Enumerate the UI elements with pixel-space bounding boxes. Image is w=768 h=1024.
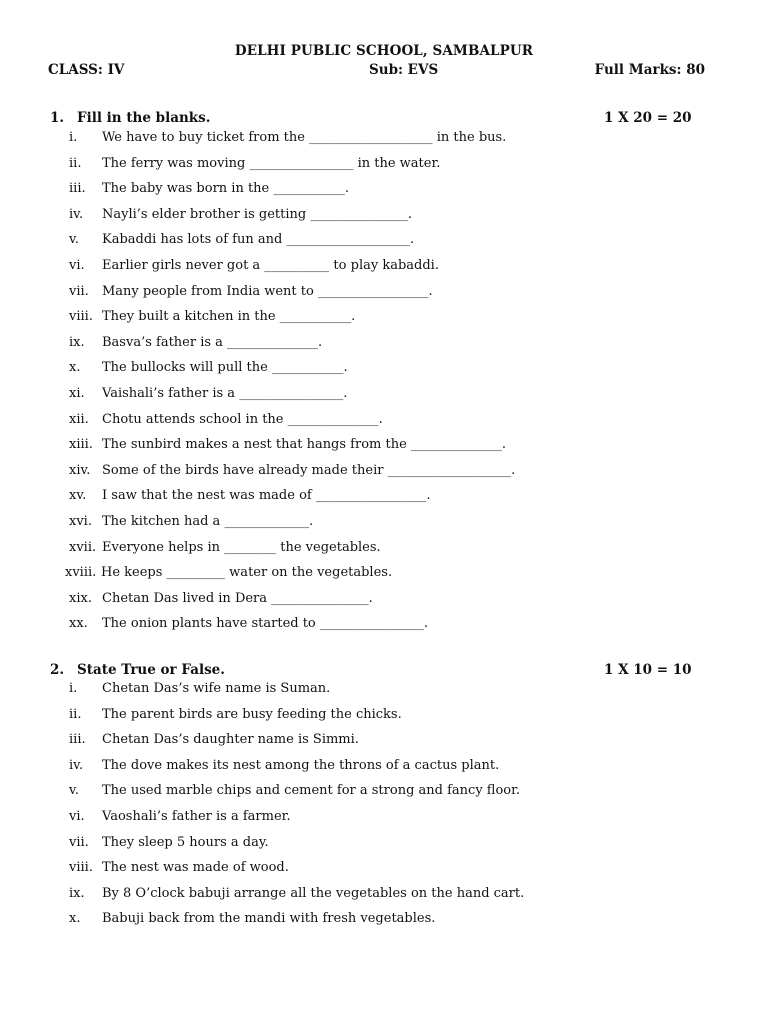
question-item	[0, 730, 700, 750]
item-number: xiv.	[69, 462, 91, 478]
item-number: xviii.	[65, 565, 97, 581]
subject-label: Sub: EVS	[369, 62, 439, 78]
exam-meta-row	[48, 62, 708, 80]
item-number: iv.	[69, 206, 84, 222]
question-marks: 1 X 10 = 10	[604, 662, 692, 678]
item-number: xvi.	[69, 514, 92, 529]
item-number: xvii.	[69, 539, 97, 555]
item-text: Babuji back from the mandi with fresh vegetables.	[102, 911, 436, 927]
item-text: Chetan Das lived in Dera _______________.	[102, 590, 373, 606]
item-text: The baby was born in the ___________.	[102, 181, 350, 197]
item-text: The onion plants have started to ________________.	[102, 616, 429, 632]
item-text: Many people from India went to _________________.	[102, 283, 433, 299]
item-text: Vaishali’s father is a ________________.	[102, 386, 348, 401]
class-label: CLASS: IV	[48, 62, 125, 78]
question-item	[0, 333, 700, 353]
item-text: Chetan Das’s daughter name is Simmi.	[102, 732, 359, 748]
question-item	[0, 512, 700, 532]
question-item	[0, 781, 700, 801]
item-text: The kitchen had a _____________.	[102, 514, 314, 529]
item-number: vii.	[69, 834, 89, 850]
item-number: xx.	[69, 616, 88, 632]
question-item	[0, 256, 700, 276]
question-item	[0, 538, 700, 558]
item-number: viii.	[69, 860, 93, 876]
question-title: Fill in the blanks.	[77, 110, 211, 126]
item-number: xv.	[69, 488, 87, 504]
question-marks: 1 X 20 = 20	[604, 110, 692, 126]
item-text: The parent birds are busy feeding the chicks.	[102, 706, 402, 722]
question-item	[0, 410, 700, 430]
item-text: Some of the birds have already made their ___________________.	[102, 462, 516, 478]
item-number: ix.	[69, 334, 85, 350]
item-text: They built a kitchen in the ___________.	[102, 309, 356, 325]
question-item	[0, 858, 700, 878]
item-number: iv.	[69, 757, 84, 773]
item-text: The ferry was moving ________________ in the water.	[102, 155, 441, 171]
item-text: Chetan Das’s wife name is Suman.	[102, 681, 331, 696]
question-item	[0, 384, 700, 404]
item-text: The dove makes its nest among the throns of a cactus plant.	[102, 757, 500, 773]
item-text: Everyone helps in ________ the vegetables.	[102, 539, 381, 555]
question-item	[0, 179, 700, 199]
question-item	[0, 282, 700, 302]
item-text: Nayli’s elder brother is getting _______________.	[102, 206, 412, 222]
item-number: xii.	[69, 411, 89, 427]
question-item	[0, 358, 700, 378]
item-text: The nest was made of wood.	[102, 860, 289, 876]
item-text: I saw that the nest was made of _________________.	[102, 488, 431, 504]
question-item	[0, 807, 700, 827]
item-text: The used marble chips and cement for a strong and fancy floor.	[102, 783, 521, 799]
question-item	[0, 461, 700, 481]
item-text: Kabaddi has lots of fun and ___________________.	[102, 232, 415, 248]
item-number: ix.	[69, 885, 85, 901]
question-item	[0, 679, 700, 699]
question-number: 2.	[50, 662, 65, 678]
question-1-heading	[50, 110, 690, 128]
item-number: x.	[69, 911, 81, 927]
item-number: v.	[69, 232, 79, 248]
item-text: By 8 O’clock babuji arrange all the vegetables on the hand cart.	[102, 885, 525, 901]
item-text: We have to buy ticket from the ___________________ in the bus.	[102, 130, 507, 145]
item-number: vi.	[69, 809, 85, 824]
question-item	[0, 909, 700, 929]
item-text: He keeps _________ water on the vegetables.	[101, 565, 393, 581]
question-item	[0, 154, 700, 174]
item-text: They sleep 5 hours a day.	[102, 834, 269, 850]
full-marks-label: Full Marks: 80	[594, 62, 705, 78]
question-item	[0, 833, 700, 853]
item-text: Chotu attends school in the ______________.	[102, 411, 383, 427]
question-item	[0, 563, 700, 583]
question-item	[0, 205, 700, 225]
school-name: DELHI PUBLIC SCHOOL, SAMBALPUR	[234, 43, 534, 59]
item-text: Earlier girls never got a __________ to play kabaddi.	[102, 258, 439, 273]
question-number: 1.	[50, 110, 65, 126]
item-number: xi.	[69, 386, 85, 401]
item-number: v.	[69, 783, 79, 799]
question-item	[0, 884, 700, 904]
question-item	[0, 435, 700, 455]
item-number: iii.	[69, 732, 86, 748]
item-text: Vaoshali’s father is a farmer.	[102, 809, 291, 824]
item-number: i.	[69, 130, 78, 145]
item-text: Basva’s father is a ______________.	[102, 334, 323, 350]
item-number: xiii.	[69, 437, 93, 453]
question-title: State True or False.	[77, 662, 225, 678]
question-item	[0, 128, 700, 148]
item-number: i.	[69, 681, 78, 696]
item-number: vi.	[69, 258, 85, 273]
item-number: xix.	[69, 590, 92, 606]
item-text: The bullocks will pull the ___________.	[102, 360, 348, 376]
question-item	[0, 756, 700, 776]
item-number: ii.	[69, 706, 82, 722]
question-item	[0, 486, 700, 506]
item-number: x.	[69, 360, 81, 376]
question-2-heading	[50, 662, 690, 680]
item-number: ii.	[69, 155, 82, 171]
question-item	[0, 705, 700, 725]
item-number: iii.	[69, 181, 86, 197]
item-number: viii.	[69, 309, 93, 325]
question-item	[0, 307, 700, 327]
item-number: vii.	[69, 283, 89, 299]
item-text: The sunbird makes a nest that hangs from the ______________.	[102, 437, 507, 453]
question-item	[0, 589, 700, 609]
question-item	[0, 614, 700, 634]
question-item	[0, 230, 700, 250]
